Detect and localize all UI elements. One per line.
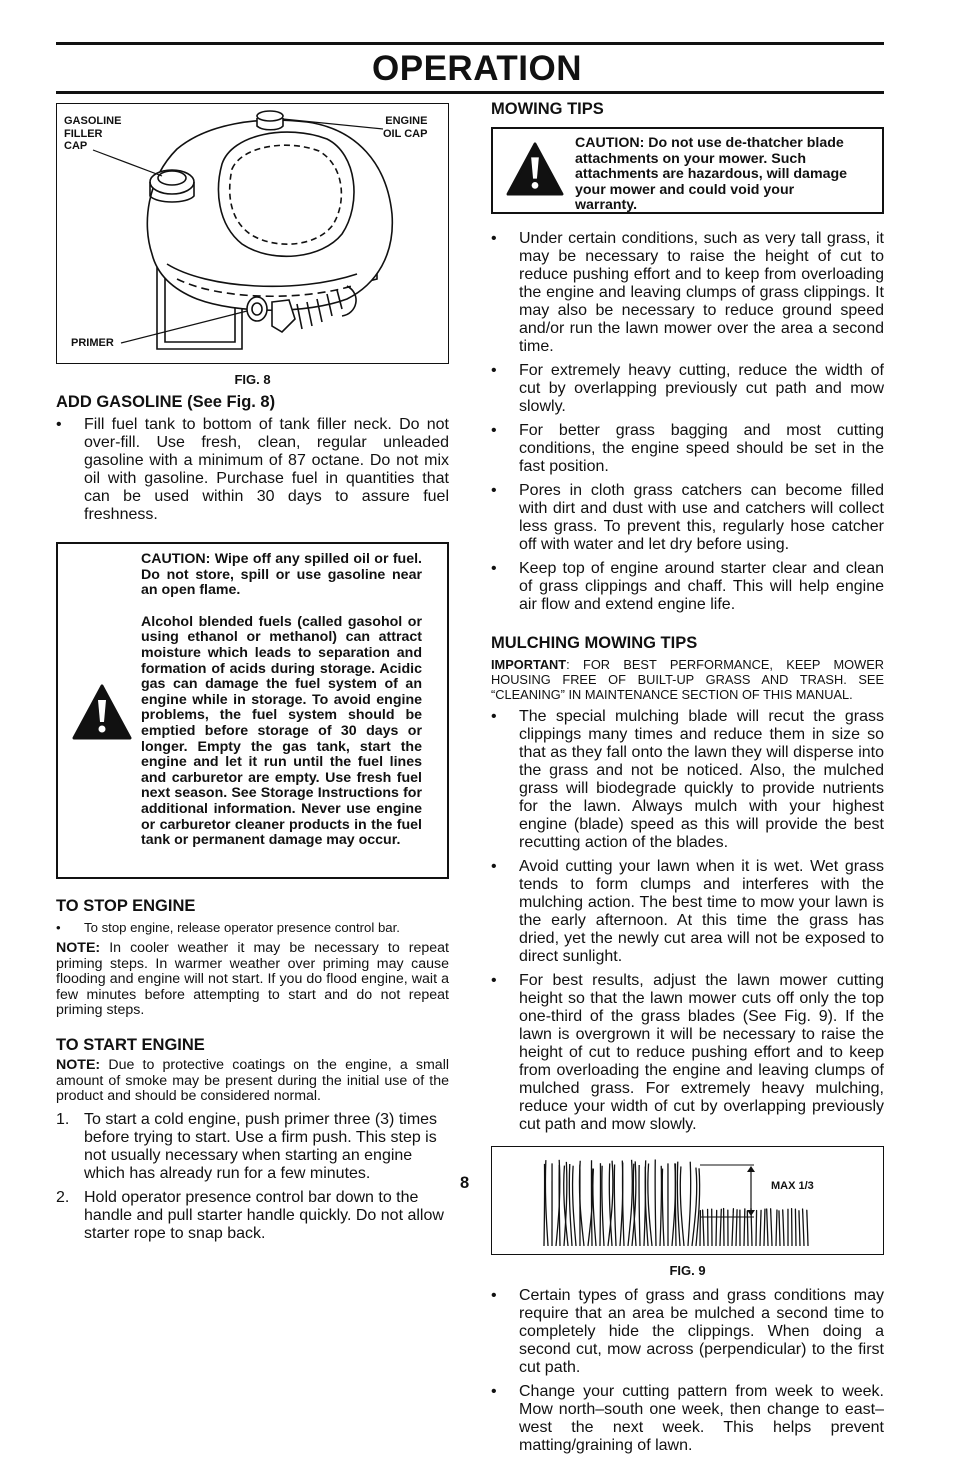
start-step-1 — [56, 1111, 449, 1183]
grass-blade — [573, 1166, 576, 1246]
header-rule-bottom — [56, 91, 884, 94]
mulching-important — [491, 657, 884, 702]
caution-dethatcher-text: CAUTION: Do not use de-thatcher blade attachments on your mower. Such attachments are hazardous, will damage your mower and could void your warranty. — [575, 136, 860, 214]
header-rule-top — [56, 42, 884, 45]
figure-9-caption: FIG. 9 — [491, 1263, 884, 1278]
grass-blade — [662, 1169, 664, 1246]
figure-8-caption: FIG. 8 — [56, 372, 449, 387]
left-column — [56, 103, 449, 1249]
stop-engine-heading: TO STOP ENGINE — [56, 897, 449, 916]
grass-blade — [807, 1210, 808, 1246]
mulching-tips-list — [491, 708, 884, 1134]
grass-blade — [608, 1161, 613, 1246]
grass-blade — [591, 1160, 592, 1246]
mowing-tip: • For extremely heavy cutting, reduce the width of cut by overlapping previously cut path and mow slowly. — [491, 362, 884, 416]
mowing-tips-list — [491, 230, 884, 614]
primer-label: PRIMER — [71, 337, 114, 350]
page-title: OPERATION — [0, 49, 954, 89]
grass-blade — [803, 1209, 804, 1246]
grass-blade — [744, 1209, 745, 1246]
right-column — [491, 100, 884, 1461]
mulching-tip: • Certain types of grass and grass conditions may require that an area be mulched a second time to completely hide the clippings. When doing a second cut, mow across (perpendicular) to the first cut path. — [491, 1287, 884, 1377]
caution-fuel-box — [56, 542, 449, 879]
mulching-tips-list-2 — [491, 1287, 884, 1455]
grass-blade — [677, 1162, 680, 1246]
grass-blade — [680, 1166, 684, 1246]
mulching-tip: • The special mulching blade will recut the grass clippings many times and reduce them in size so that as they fall onto the lawn they will disperse into the grass and not be noticed. Also, the mulched grass will biodegrade quickly to provide nutrients for the lawn. Always mulch with your highest engine (blade) speed as this will provide the best recutting action of the blades. — [491, 708, 884, 852]
mulching-tip: • Avoid cutting your lawn when it is wet. Wet grass tends to form clumps and interferes with the mulching action. The best time to mow your lawn is the early afternoon. At this time the grass has dried, yet the newly cut area will not be exposed to direct sunlight. — [491, 858, 884, 966]
grass-blade — [544, 1164, 545, 1246]
grass-blade — [779, 1211, 780, 1246]
important-label: IMPORTANT — [491, 657, 566, 672]
grass-blade — [593, 1169, 596, 1246]
grass-blade — [771, 1209, 772, 1246]
mulching-tip: • Change your cutting pattern from week to week. Mow north–south one week, then change to east–west the next week. This helps prevent matting/graining of lawn. — [491, 1383, 884, 1455]
grass-blade — [675, 1164, 676, 1246]
grass-blade — [767, 1209, 768, 1246]
mowing-tip: • Keep top of engine around starter clear and clean of grass clippings and chaff. This will help engine air flow and extend engine life. — [491, 560, 884, 614]
grass-blade — [600, 1163, 601, 1246]
important-text: : FOR BEST PERFORMANCE, KEEP MOWER HOUSING FREE OF BUILT-UP GRASS AND TRASH. SEE “CLEANING” IN MAINTENANCE SECTION OF THIS MANUAL. — [491, 657, 884, 702]
grass-blade — [628, 1160, 632, 1246]
grass-blade — [720, 1209, 721, 1246]
start-engine-heading: TO START ENGINE — [56, 1036, 449, 1055]
max-one-third-label: MAX 1/3 — [771, 1180, 814, 1193]
step-number: 2. — [56, 1189, 69, 1207]
grass-blade — [692, 1168, 697, 1246]
grass-blade — [747, 1211, 748, 1246]
grass-height-illustration — [492, 1147, 883, 1254]
step-text: Hold operator presence control bar down to the handle and pull starter handle quickly. Do not allow starter rope to snap back. — [84, 1189, 444, 1242]
stop-engine-bullet: • To stop engine, release operator presence control bar. — [56, 920, 449, 935]
mowing-tip: • For better grass bagging and most cutting conditions, the engine speed should be set in the fast position. — [491, 422, 884, 476]
mowing-tip: • Pores in cloth grass catchers can become filled with dirt and dust with use and catchers will collect less grass. To prevent this, regularly hose catcher off with water and let dry before using. — [491, 482, 884, 554]
grass-blade — [703, 1210, 704, 1246]
grass-blade — [545, 1160, 548, 1246]
grass-blade — [648, 1164, 652, 1246]
add-gasoline-bullet: • Fill fuel tank to bottom of tank filler neck. Do not over-fill. Use fresh, clean, regular unleaded gasoline with a minimum of 87 octane. Do not mix oil with gasoline. Purchase fuel in quantities that can be used within 30 days to assure fuel freshness. — [56, 416, 449, 524]
step-number: 1. — [56, 1111, 69, 1129]
note-label: NOTE: — [56, 940, 100, 956]
grass-blade — [760, 1210, 761, 1246]
grass-blade — [716, 1210, 717, 1246]
figure-8 — [56, 103, 449, 364]
grass-blade — [756, 1211, 757, 1246]
grass-blade — [655, 1159, 656, 1246]
step-text: To start a cold engine, push primer three (3) times before trying to start. Use a firm push. This step is not usually necessary when starting an engine which has already run for a few minutes. — [84, 1111, 437, 1182]
engine-oil-cap-label: ENGINE OIL CAP — [383, 115, 427, 140]
mowing-tips-heading: MOWING TIPS — [491, 100, 884, 119]
add-gasoline-heading: ADD GASOLINE (See Fig. 8) — [56, 393, 449, 412]
grass-blade — [783, 1210, 784, 1246]
note-text: Due to protective coatings on the engine, a small amount of smoke may be present during the initial use of the product and should be considered normal. — [56, 1057, 449, 1104]
grass-blade — [660, 1166, 661, 1246]
grass-blade — [736, 1210, 737, 1246]
figure-9 — [491, 1146, 884, 1255]
caution-fuel-p1: CAUTION: Wipe off any spilled oil or fuel. Do not store, spill or use gasoline near an open flame. — [141, 552, 422, 599]
grass-blade — [688, 1162, 691, 1246]
note-text: In cooler weather it may be necessary to repeat priming steps. In warmer weather over priming may cause flooding and engine will not start. If you do flood engine, wait a few minutes before attempting to start and do not repeat priming steps. — [56, 940, 449, 1018]
caution-dethatcher-box — [491, 127, 884, 214]
page-number: 8 — [460, 1174, 469, 1193]
grass-blade — [732, 1209, 733, 1246]
gasoline-filler-cap-label: GASOLINE FILLER CAP — [64, 115, 121, 153]
grass-blade — [569, 1164, 572, 1246]
mulching-heading: MULCHING MOWING TIPS — [491, 634, 884, 653]
grass-blade — [795, 1209, 796, 1246]
grass-blade — [639, 1165, 640, 1246]
warning-icon — [506, 142, 564, 196]
start-engine-note — [56, 1058, 449, 1105]
grass-blade — [799, 1211, 800, 1246]
mulching-tip: • For best results, adjust the lawn mower cutting height so that the lawn mower cuts off only the top one-third of the grass blades (See Fig. 9). If the lawn is overgrown it will be necessary to raise the height of cut to reduce pushing effort and to keep from overloading the engine and leaving clumps of mulched grass. For extremely heavy mulching, reduce your width of cut by overlapping previously cut path and mow slowly. — [491, 972, 884, 1134]
grass-blade — [614, 1164, 616, 1246]
grass-blade — [764, 1209, 765, 1246]
grass-blade — [776, 1210, 777, 1246]
stop-engine-note — [56, 941, 449, 1019]
caution-fuel-text — [141, 552, 422, 849]
grass-blade — [602, 1166, 604, 1246]
mowing-tip: • Under certain conditions, such as very tall grass, it may be necessary to raise the height of cut to reduce pushing effort and to keep from overloading the engine and leaving clumps of grass clippings. It may also be necessary to reduce ground speed and/or run the lawn mower over the area a second time. — [491, 230, 884, 356]
warning-icon — [72, 684, 132, 740]
caution-fuel-p2: Alcohol blended fuels (called gasohol or using ethanol or methanol) can attract moisture which leads to separation and formation of acids during storage. Acidic gas can damage the fuel system of an engine while in storage. To avoid engine problems, the fuel system should be emptied before storage of 30 days or longer. Empty the gas tank, start the engine and let it run until the fuel lines and carburetor are empty. Use fresh fuel next season. See Storage Instructions for additional information. Never use engine or carburetor cleaner products in the fuel tank or permanent damage may occur. — [141, 615, 422, 849]
note-label: NOTE: — [56, 1057, 100, 1073]
